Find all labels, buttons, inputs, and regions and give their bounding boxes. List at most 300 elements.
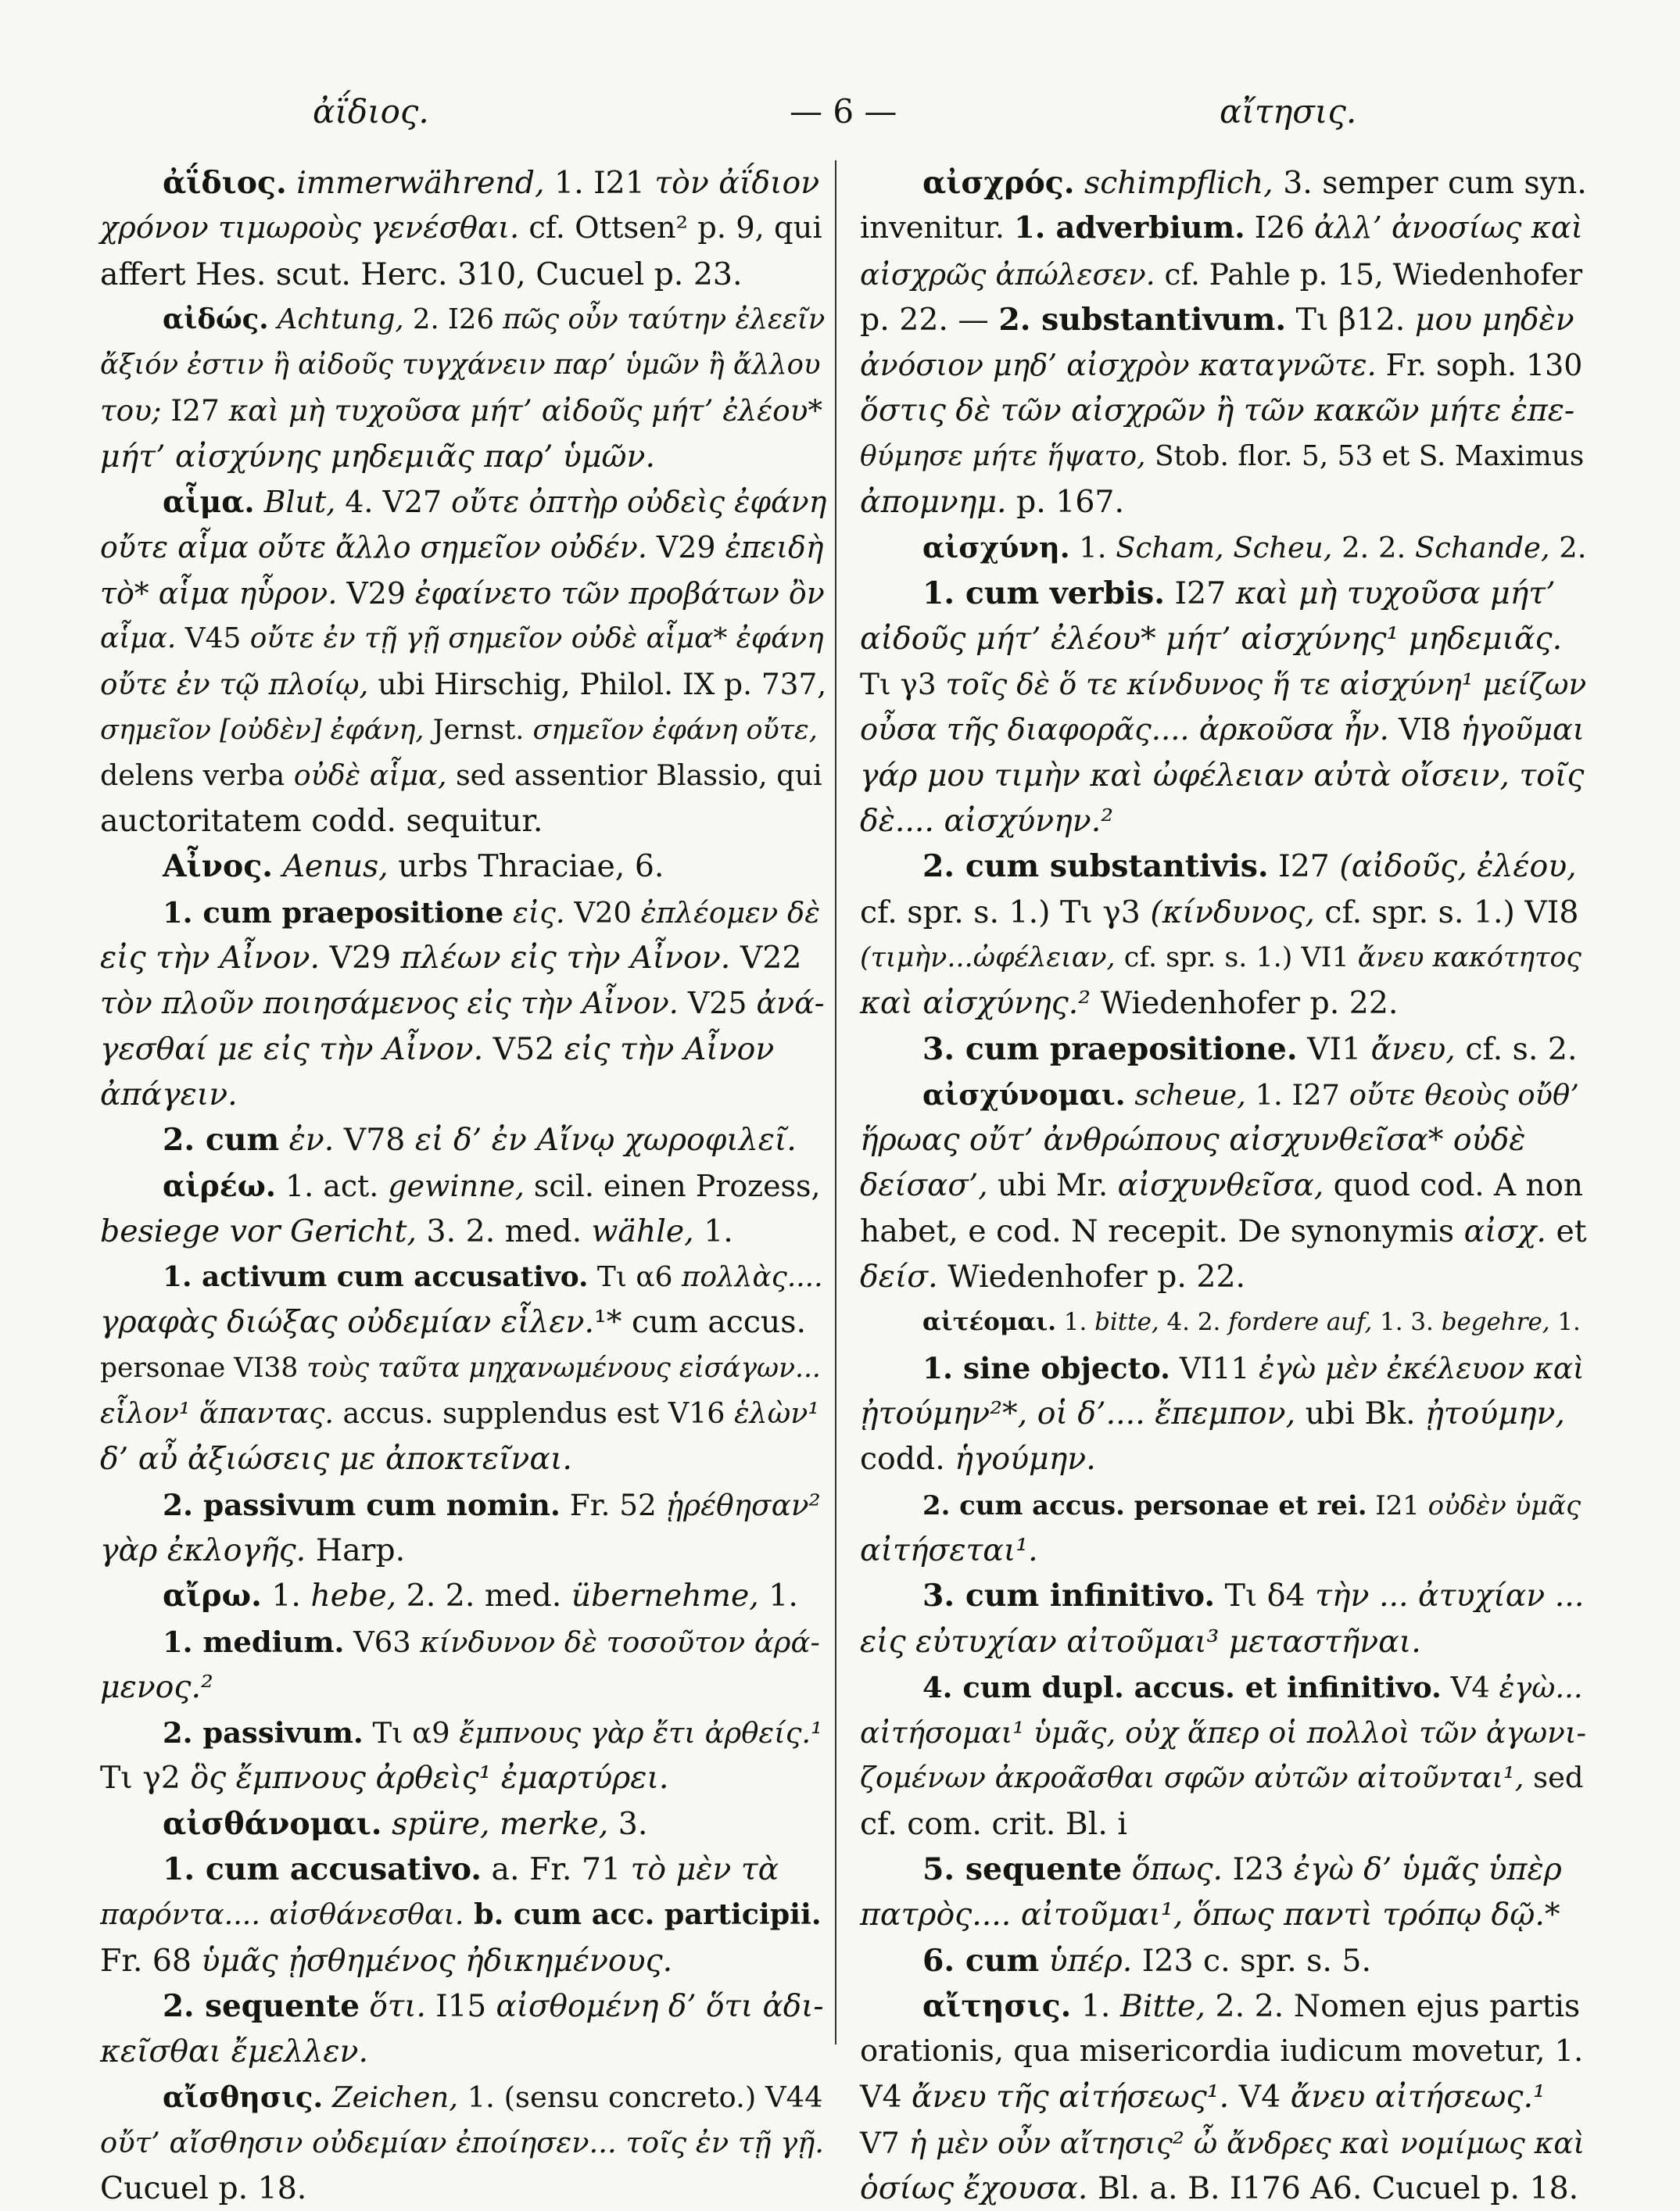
text-segment: cf. spr. s. 1.) VI8	[1314, 894, 1579, 930]
text-line	[860, 297, 1587, 342]
greek-quote: ἀνά-	[756, 986, 825, 1021]
text-segment: delens verba	[100, 758, 294, 792]
greek-quote: τὸν πλοῦν ποιησάμενος εἰς τὴν Αἶνον.	[100, 986, 679, 1021]
gloss: Aenus,	[282, 848, 389, 885]
text-segment: V25	[678, 986, 757, 1021]
greek-quote: εἰς εὐτυχίαν αἰτοῦμαι³ μεταστῆναι.	[860, 1623, 1421, 1660]
greek-quote: ὅπως.	[1131, 1851, 1223, 1887]
text-line	[860, 206, 1587, 251]
text-segment: V20	[564, 895, 641, 930]
headword: αἰσχύνη.	[922, 530, 1070, 565]
text-segment: V29	[647, 530, 725, 565]
text-segment: V22	[730, 940, 802, 976]
text-line	[100, 661, 827, 707]
text-segment	[360, 1989, 369, 2024]
text-segment: 1.	[1069, 531, 1116, 565]
header-left-headword: ἀΐδιος.	[313, 92, 429, 131]
text-segment: et	[1546, 1213, 1587, 1249]
text-line	[100, 297, 827, 342]
greek-quote: ὃς ἔμπνους ἀρθεὶς¹ ἐμαρτύρει.	[190, 1760, 669, 1797]
greek-quote: αἷμα.	[100, 622, 177, 654]
text-segment: auctoritatem codd. sequitur.	[100, 803, 543, 840]
text-segment	[255, 485, 264, 519]
text-segment: ubi Mr.	[987, 1167, 1118, 1203]
section-label: 1. cum praepositione	[163, 894, 504, 930]
text-line	[860, 342, 1587, 388]
gloss: Scham, Scheu,	[1116, 531, 1333, 565]
text-segment: Fr. soph. 130	[1376, 348, 1583, 383]
text-line	[860, 1117, 1587, 1163]
text-line	[100, 1209, 827, 1254]
gloss: hebe,	[310, 1578, 397, 1614]
text-line	[100, 1619, 827, 1665]
text-segment: V29	[337, 575, 416, 611]
greek-quote: θύμησε μήτε ἥψατο,	[860, 439, 1146, 472]
greek-quote: αἰσχυνθεῖσα,	[1117, 1167, 1324, 1203]
greek-quote: ἥρωας οὔτ’ ἀνθρώπους αἰσχυνθεῖσα* οὐδὲ	[860, 1122, 1526, 1159]
greek-quote: ἐπλέομεν δὲ	[640, 895, 821, 930]
greek-quote: δείσασ’,	[860, 1167, 988, 1203]
text-segment	[323, 2080, 332, 2114]
greek-quote: ἐπειδὴ	[725, 530, 824, 565]
text-line	[100, 252, 827, 297]
text-line	[100, 844, 827, 889]
headword: αἴσθησις.	[163, 2080, 324, 2115]
text-line	[100, 434, 827, 479]
gloss: schimpflich,	[1084, 165, 1273, 201]
text-segment: V4	[1441, 1670, 1499, 1704]
greek-quote: ἐν.	[288, 1122, 335, 1159]
text-segment: 4. 2.	[1159, 1308, 1229, 1337]
left-column	[100, 160, 827, 2211]
headword: αἰδώς.	[163, 303, 269, 335]
text-segment: habet, e cod. N recepit. De synonymis	[860, 1213, 1464, 1249]
greek-quote: αἰτήσεται¹.	[860, 1532, 1038, 1568]
text-line	[860, 1254, 1587, 1299]
text-segment: scil. einen Prozess,	[524, 1168, 821, 1203]
text-line	[860, 1072, 1587, 1117]
text-segment: sed	[1524, 1761, 1584, 1795]
greek-quote: τοὺς ταῦτα μηχανωμένους εἰσάγων...	[306, 1352, 821, 1384]
greek-quote: αἰτήσομαι¹ ὑμᾶς, οὐχ ἅπερ οἱ πολλοὶ τῶν ἀγωνι-	[860, 1715, 1587, 1751]
greek-quote: οὔτε θεοὺς οὔθ’	[1349, 1077, 1579, 1112]
text-line	[100, 1391, 827, 1436]
section-label: 1. adverbium.	[1014, 210, 1245, 246]
section-label: 4. cum dupl. accus. et infinitivo.	[922, 1669, 1442, 1704]
section-label: 6. cum	[922, 1942, 1040, 1979]
text-line	[860, 1892, 1587, 1937]
section-label: 2. passivum.	[163, 1715, 364, 1751]
text-segment: I23 c. spr. s. 5.	[1132, 1942, 1371, 1979]
text-segment: 2. 2. med.	[396, 1578, 571, 1614]
column-divider	[835, 160, 836, 2044]
text-line	[100, 1027, 827, 1072]
text-line	[100, 1163, 827, 1209]
greek-quote: οὐδὲ αἷμα,	[293, 758, 447, 792]
text-line	[860, 1346, 1587, 1391]
text-line	[860, 1665, 1587, 1710]
text-line	[100, 1072, 827, 1117]
headword: αἰσχρός.	[922, 165, 1075, 201]
text-line	[100, 525, 827, 570]
text-line	[860, 571, 1587, 616]
text-segment	[1126, 1078, 1135, 1112]
text-segment	[287, 165, 297, 201]
text-line	[860, 1801, 1587, 1847]
text-line	[100, 935, 827, 980]
text-segment: p. 167.	[1006, 484, 1124, 521]
section-label: 2. sequente	[163, 1987, 360, 2024]
headword: Αἶνος.	[163, 848, 273, 885]
text-segment: V78	[334, 1122, 415, 1159]
gloss: bitte,	[1094, 1308, 1159, 1337]
greek-quote: ἐγὼ δ’ ὑμᾶς ὑπὲρ	[1293, 1851, 1562, 1887]
text-segment	[503, 896, 513, 930]
right-column	[860, 160, 1587, 2211]
section-label: 5. sequente	[922, 1851, 1123, 1887]
text-segment: 1. I27	[1245, 1077, 1349, 1112]
text-line	[860, 844, 1587, 889]
text-segment: I21	[1367, 1489, 1428, 1521]
greek-quote: μήτ’ αἰσχύνης μηδεμιᾶς παρ’ ὑμῶν.	[100, 438, 656, 475]
text-line	[860, 1482, 1587, 1528]
text-segment: 1. I21	[544, 165, 655, 201]
text-line	[100, 708, 827, 753]
text-segment: V4	[860, 2079, 912, 2116]
text-segment: Tι δ4	[1215, 1578, 1316, 1614]
greek-quote: εἰς τὴν Αἶνον	[564, 1030, 775, 1067]
greek-quote: ζομένων ἀκροᾶσθαι σφῶν αὐτῶν αἰτοῦνται¹,	[860, 1761, 1524, 1795]
text-line	[100, 2074, 827, 2120]
greek-quote: δὲ.... αἰσχύνην.²	[860, 803, 1114, 840]
text-segment: V4	[1229, 2079, 1291, 2116]
text-line	[860, 708, 1587, 753]
greek-quote: δείσ.	[860, 1259, 938, 1295]
text-segment: 2. 2.	[1332, 531, 1415, 565]
text-segment: I27	[161, 393, 229, 428]
text-line	[860, 2120, 1587, 2166]
text-line	[860, 434, 1587, 479]
greek-quote: ἄνευ κακότητος	[1357, 942, 1581, 974]
greek-quote: καὶ αἰσχύνης.²	[860, 985, 1091, 1022]
text-line	[860, 252, 1587, 297]
text-segment: Tι γ3	[860, 667, 946, 702]
greek-quote: ὁσίως ἔχουσα.	[860, 2170, 1088, 2207]
greek-quote: ἡ μὲν οὖν αἴτησις² ὦ ἄνδρες καὶ νομίμως καὶ	[908, 2125, 1585, 2160]
text-line	[100, 1892, 827, 1937]
text-line	[860, 1755, 1587, 1801]
text-line	[860, 1299, 1587, 1345]
headword: αἴρω.	[163, 1578, 262, 1614]
text-segment: Tι α9	[363, 1716, 460, 1751]
greek-quote: ὅτι.	[369, 1988, 426, 2024]
section-label: 2. cum substantivis.	[922, 848, 1269, 885]
headword: αἷμα.	[163, 484, 255, 520]
text-segment: 2. I26	[403, 303, 503, 335]
text-segment: 1. act.	[276, 1168, 389, 1203]
text-line	[100, 571, 827, 616]
greek-quote: χρόνον τιμωροὺς γενέσθαι.	[100, 210, 520, 246]
text-segment: I15	[425, 1988, 496, 2024]
text-segment: codd.	[860, 1441, 955, 1478]
gloss: scheue,	[1134, 1077, 1246, 1112]
greek-quote: ἡγοῦμαι	[1460, 711, 1585, 747]
greek-quote: σημεῖον ἐφάνη οὔτε,	[532, 714, 818, 746]
headword: αἰτέομαι.	[922, 1308, 1056, 1337]
greek-quote: γραφὰς διώξας οὐδεμίαν εἷλεν.	[100, 1304, 595, 1341]
text-segment	[273, 848, 283, 884]
text-line	[100, 1346, 827, 1391]
text-segment: affert Hes. scut. Herc. 310, Cucuel p. 23.	[100, 256, 743, 292]
section-label: 1. activum cum accusativo.	[163, 1260, 589, 1294]
greek-quote: ἡγούμην.	[955, 1441, 1096, 1478]
greek-quote: ἐγὼ...	[1499, 1670, 1583, 1704]
greek-quote: τὴν ... ἀτυχίαν ...	[1315, 1578, 1585, 1614]
gloss: Blut,	[263, 485, 336, 520]
text-segment: I26	[1245, 210, 1314, 246]
text-line	[100, 2166, 827, 2211]
text-line	[100, 1755, 827, 1801]
text-line	[860, 1938, 1587, 1983]
greek-quote: αἰσθομένη δ’ ὅτι ἀδι-	[496, 1988, 824, 2024]
gloss: gewinne,	[388, 1168, 525, 1203]
text-segment: V7	[860, 2125, 909, 2160]
text-segment: VI8	[1388, 711, 1461, 747]
greek-quote: εἰς.	[513, 895, 565, 930]
greek-quote: πολλὰς....	[681, 1261, 823, 1294]
greek-quote: κίνδυνον δὲ τοσοῦτον ἀρά-	[420, 1625, 820, 1659]
text-line	[860, 2074, 1587, 2120]
text-segment	[279, 1122, 289, 1158]
text-segment: quod cod. A non	[1324, 1167, 1583, 1203]
greek-quote: τὸ μὲν τὰ	[630, 1851, 779, 1887]
text-line	[100, 1665, 827, 1710]
gloss: Bitte,	[1119, 1987, 1205, 2024]
text-line	[100, 1436, 827, 1482]
text-line	[100, 160, 827, 206]
text-segment: 1. (sensu concreto.) V44	[457, 2080, 823, 2115]
text-segment: Fr. 52	[560, 1487, 666, 1522]
section-label: 2. cum	[163, 1122, 280, 1159]
text-line	[860, 1436, 1587, 1482]
text-line	[100, 1801, 827, 1847]
text-segment: ¹* cum accus.	[594, 1304, 807, 1341]
text-line	[860, 890, 1587, 935]
text-line	[100, 1117, 827, 1163]
greek-quote: οὔτε αἷμα οὔτε ἄλλο σημεῖον οὐδέν.	[100, 530, 647, 565]
gloss: spüre, merke,	[392, 1805, 609, 1842]
text-line	[860, 525, 1587, 570]
section-label: 1. cum verbis.	[922, 575, 1165, 611]
text-segment: V29	[320, 940, 401, 976]
text-line	[860, 1027, 1587, 1072]
gloss: Achtung,	[277, 303, 404, 335]
gloss: wähle,	[591, 1213, 694, 1249]
text-segment: 1.	[1549, 1308, 1581, 1337]
text-segment: 1.	[1071, 1987, 1120, 2024]
greek-quote: (τιμὴν...ὠφέλειαν,	[860, 942, 1116, 974]
text-segment: cf. spr. s. 1.) VI1	[1115, 942, 1358, 974]
greek-quote: αἰσχρῶς ἀπώλεσεν.	[860, 256, 1155, 292]
text-segment	[382, 1806, 392, 1842]
greek-quote: πῶς οὖν ταύτην ἐλεεῖν	[503, 303, 826, 335]
text-segment: p. 22. —	[860, 301, 999, 338]
text-line	[860, 980, 1587, 1026]
text-line	[100, 616, 827, 661]
text-segment: cf. spr. s. 1.) Tι γ3	[860, 894, 1151, 930]
gloss: Schande,	[1414, 531, 1550, 565]
text-line	[860, 616, 1587, 661]
gloss: immerwährend,	[296, 165, 545, 201]
text-line	[860, 1710, 1587, 1755]
text-segment: Tι α6	[588, 1261, 682, 1294]
greek-quote: γεσθαί με εἰς τὴν Αἶνον.	[100, 1030, 484, 1067]
greek-quote: ἐφαίνετο τῶν προβάτων ὂν	[415, 575, 825, 611]
text-segment: Harp.	[306, 1532, 406, 1568]
text-line	[860, 1619, 1587, 1665]
text-segment: cf. Pahle p. 15, Wiedenhofer	[1155, 256, 1583, 292]
text-line	[860, 2029, 1587, 2074]
greek-quote: ἀπομνημ.	[860, 484, 1007, 521]
text-segment: Jernst.	[424, 714, 533, 746]
greek-quote: πλέων εἰς τὴν Αἶνον.	[400, 940, 731, 976]
greek-quote: οὔτ’ αἴσθησιν οὐδεμίαν ἐποίησεν... τοῖς ἐν τῇ γῇ.	[100, 2125, 824, 2159]
greek-quote: οὖσα τῆς διαφορᾶς.... ἀρκοῦσα ἦν.	[860, 711, 1389, 747]
greek-quote: ὅστις δὲ τῶν αἰσχρῶν ἢ τῶν κακῶν μήτε ἐπε-	[860, 392, 1575, 429]
text-line	[100, 206, 827, 251]
text-segment: ubi Bk.	[1295, 1396, 1426, 1432]
greek-quote: ἑλὼν¹	[734, 1396, 819, 1431]
header-right-headword: αἴτησις.	[1220, 92, 1357, 131]
greek-quote: ἄνευ,	[1370, 1030, 1456, 1067]
text-segment: 3.	[608, 1805, 648, 1842]
text-segment	[269, 303, 278, 335]
greek-quote: σημεῖον [οὐδὲν] ἐφάνη,	[100, 714, 424, 746]
greek-quote: αἰδοῦς μήτ’ ἐλέου* μήτ’ αἰσχύνης¹ μηδεμιᾶς.	[860, 620, 1563, 657]
text-segment: a. Fr. 71	[482, 1851, 631, 1887]
greek-quote: (αἰδοῦς, ἐλέου,	[1339, 848, 1577, 885]
greek-quote: ἐγὼ μὲν ἐκέλευον καὶ	[1259, 1350, 1585, 1385]
greek-quote: οὐδὲν ὑμᾶς	[1427, 1489, 1581, 1521]
headword: αἱρέω.	[163, 1167, 276, 1203]
text-segment: sed assentior Blassio, qui	[446, 758, 822, 792]
section-label: 2. passivum cum nomin.	[163, 1487, 561, 1522]
text-segment: Wiedenhofer p. 22.	[1091, 985, 1399, 1022]
text-segment: VI11	[1170, 1350, 1259, 1385]
text-segment	[1039, 1943, 1049, 1979]
text-line	[860, 1528, 1587, 1573]
greek-quote: ᾑρέθησαν²	[665, 1487, 821, 1522]
text-line	[860, 388, 1587, 433]
headword: αἰσθάνομαι.	[163, 1805, 382, 1842]
section-label: 1. sine objecto.	[922, 1350, 1171, 1385]
text-line	[100, 1983, 827, 2029]
text-line	[100, 1573, 827, 1618]
text-segment: 1. 3.	[1372, 1308, 1442, 1337]
greek-quote: κεῖσθαι ἔμελλεν.	[100, 2034, 368, 2070]
text-segment: I27	[1268, 848, 1340, 885]
greek-quote: εἰ δ’ ἐν Αἴνῳ χωροφιλεῖ.	[414, 1122, 797, 1159]
greek-quote: τὸ* αἷμα ηὗρον.	[100, 575, 338, 611]
text-line	[100, 753, 827, 798]
greek-quote: ἀπάγειν.	[100, 1076, 238, 1113]
text-segment: Tι γ2	[100, 1760, 191, 1797]
greek-quote: ᾐτούμην²*, οἱ δ’.... ἔπεμπον,	[860, 1396, 1296, 1432]
text-line	[100, 1254, 827, 1299]
text-segment: V52	[483, 1030, 564, 1067]
headword: ἀΐδιος.	[163, 165, 287, 201]
greek-quote: γὰρ ἐκλογῆς.	[100, 1532, 306, 1568]
text-line	[100, 1528, 827, 1573]
text-segment: 2.	[1549, 531, 1587, 565]
greek-quote: μενος.²	[100, 1668, 213, 1705]
text-segment: personae VI38	[100, 1352, 307, 1384]
text-line	[860, 160, 1587, 206]
greek-quote: ὑμᾶς ᾐσθημένος ἠδικημένους.	[201, 1942, 673, 1979]
greek-quote: εἰς τὴν Αἶνον.	[100, 940, 321, 976]
gloss: fordere auf,	[1228, 1308, 1373, 1337]
section-label: 1. cum accusativo.	[163, 1851, 482, 1887]
text-segment: V63	[344, 1625, 421, 1659]
text-segment: cf. com. crit. Bl. i	[860, 1805, 1127, 1842]
text-segment: cf. s. 2.	[1455, 1030, 1578, 1067]
gloss: begehre,	[1441, 1308, 1550, 1337]
section-label: 2. substantivum.	[998, 301, 1287, 338]
greek-quote: παρόντα.... αἰσθάνεσθαι.	[100, 1897, 464, 1932]
text-line	[100, 2120, 827, 2166]
text-line	[860, 1847, 1587, 1892]
greek-quote: ἄνευ αἰτήσεως.¹	[1290, 2079, 1546, 2116]
text-line	[100, 2029, 827, 2074]
text-line	[860, 1209, 1587, 1254]
greek-quote: γάρ μου τιμὴν καὶ ὠφέλειαν αὐτὰ οἴσειν, τοῖς	[860, 757, 1585, 794]
text-line	[100, 342, 827, 388]
text-segment: invenitur.	[860, 210, 1015, 246]
text-segment: ubi Hirschig, Philol. IX p. 737,	[368, 667, 827, 702]
text-line	[860, 753, 1587, 798]
section-label: 3. cum praepositione.	[922, 1030, 1298, 1067]
greek-quote: ἀλλ’ ἀνοσίως καὶ	[1314, 210, 1583, 246]
headword: αἴτησις.	[922, 1987, 1072, 2024]
greek-quote: εἷλον¹ ἅπαντας.	[100, 1396, 334, 1431]
greek-quote: (κίνδυνος,	[1150, 894, 1315, 930]
greek-quote: ὑπέρ.	[1048, 1942, 1133, 1979]
text-segment: 1.	[261, 1578, 311, 1614]
section-label: 2. cum accus. personae et rei.	[922, 1489, 1367, 1521]
text-segment: V45	[176, 622, 250, 654]
text-line	[860, 1573, 1587, 1618]
text-segment: urbs Thraciae, 6.	[388, 848, 664, 885]
text-line	[860, 798, 1587, 844]
text-line	[100, 1299, 827, 1345]
text-segment: orationis, qua misericordia iudicum movetur, 1.	[860, 2034, 1584, 2069]
greek-quote: τοῖς δὲ ὅ τε κίνδυνος ἥ τε αἰσχύνη¹ μείζων	[945, 667, 1587, 702]
gloss: übernehme,	[571, 1578, 759, 1614]
text-segment: VI1	[1297, 1030, 1371, 1067]
text-line	[860, 661, 1587, 707]
text-segment: Tι β12.	[1286, 301, 1415, 338]
greek-quote: οὔτε ὀπτὴρ οὐδεὶς ἐφάνη	[451, 485, 827, 520]
running-header	[0, 92, 1680, 139]
text-segment: 1.	[1055, 1308, 1095, 1337]
text-segment: 2. 2. Nomen ejus partis	[1205, 1987, 1581, 2024]
greek-quote: ἄξιόν ἐστιν ἢ αἰδοῦς τυγχάνειν παρ’ ὑμῶν ἢ ἄλλου	[100, 349, 821, 382]
text-line	[860, 935, 1587, 980]
greek-quote: αἰσχ.	[1463, 1213, 1546, 1249]
text-segment: Fr. 68	[100, 1942, 202, 1979]
text-segment	[1075, 165, 1085, 201]
text-line	[100, 798, 827, 844]
